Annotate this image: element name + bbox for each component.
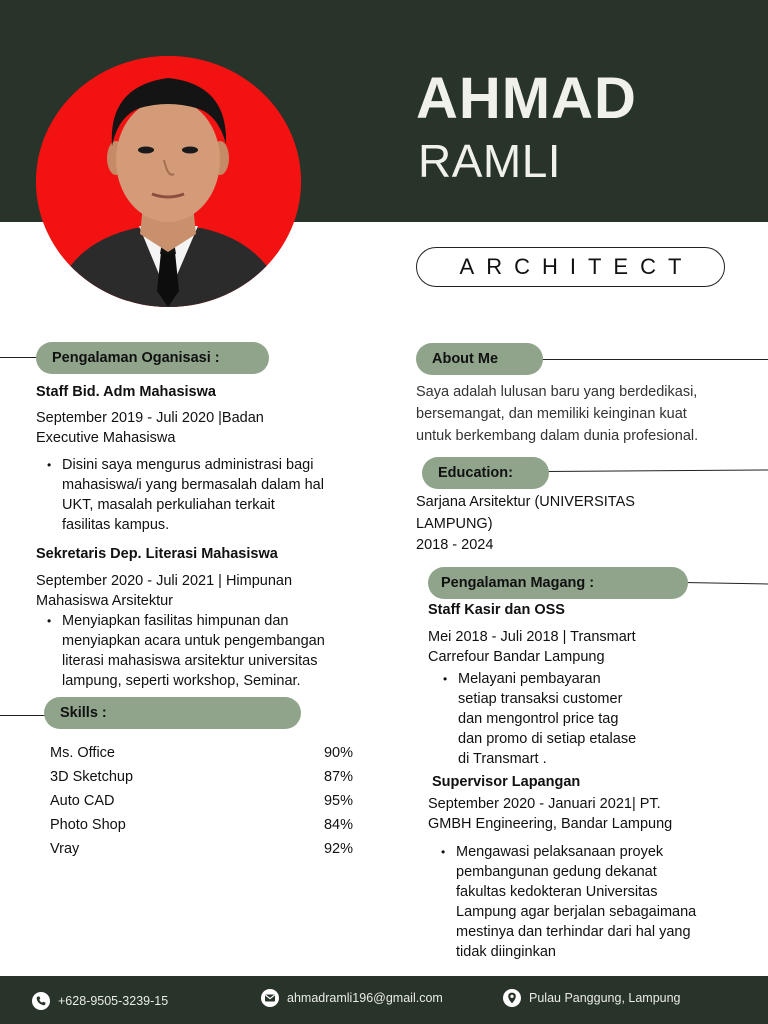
phone-icon xyxy=(32,992,50,1010)
skill-row xyxy=(50,789,353,813)
last-name: RAMLI xyxy=(418,135,562,187)
org-period-2 xyxy=(36,571,292,611)
skill-percent: 87% xyxy=(323,769,353,785)
section-line-skills xyxy=(0,715,48,716)
org-bullet-2-line-3: literasi mahasiswa arsitektur universitas xyxy=(62,653,318,669)
skill-percent: 84% xyxy=(323,817,353,833)
email-icon xyxy=(261,989,279,1007)
magang-bullets-2 xyxy=(430,842,750,962)
about-line-1: Saya adalah lulusan baru yang berdedikasi, xyxy=(416,384,698,400)
skill-name: 3D Sketchup xyxy=(50,769,134,785)
magang-bullet-2-line-2: pembangunan gedung dekanat xyxy=(456,864,657,880)
org-period-2-line-2: Mahasiswa Arsitektur xyxy=(36,593,173,609)
education-line-3: 2018 - 2024 xyxy=(416,537,494,553)
org-bullet-1-line-1: • Disini saya mengurus administrasi bagi xyxy=(62,457,314,473)
org-bullets-1 xyxy=(36,455,366,535)
section-heading-skills: Skills : xyxy=(44,697,301,729)
education-line-2: LAMPUNG) xyxy=(416,515,493,532)
about-line-3: untuk berkembang dalam dunia profesional. xyxy=(416,428,699,444)
org-bullet-1-line-3: UKT, masalah perkuliahan terkait xyxy=(62,497,275,513)
section-line-organisasi xyxy=(0,357,40,358)
skill-row xyxy=(50,741,353,765)
first-name: AHMAD xyxy=(416,66,637,131)
magang-bullet-1-line-5: di Transmart . xyxy=(458,751,547,767)
magang-bullet-2-line-4: Lampung agar berjalan sebagaimana xyxy=(456,904,697,920)
org-role-2: Sekretaris Dep. Literasi Mahasiswa xyxy=(36,546,278,562)
profile-photo xyxy=(36,56,301,307)
org-bullet-2-line-1: • Menyiapkan fasilitas himpunan dan xyxy=(62,613,289,629)
magang-bullet-2-line-6: tidak diinginkan xyxy=(456,944,556,960)
skill-name: Photo Shop xyxy=(50,817,126,833)
email-address: ahmadramli196@gmail.com xyxy=(287,991,443,1005)
section-line-magang xyxy=(684,582,768,585)
about-text xyxy=(416,381,698,447)
skill-name: Ms. Office xyxy=(50,745,115,761)
section-heading-about: About Me xyxy=(416,343,543,375)
org-bullets-2 xyxy=(36,611,376,691)
skill-row xyxy=(50,837,353,861)
skill-row xyxy=(50,765,353,789)
skill-percent: 92% xyxy=(323,841,353,857)
magang-period-1-line-1: Mei 2018 - Juli 2018 | Transmart xyxy=(428,629,636,645)
org-period-1-line-2: Executive Mahasiswa xyxy=(36,430,176,446)
magang-bullet-1 xyxy=(432,669,732,769)
section-heading-organisasi: Pengalaman Oganisasi : xyxy=(36,342,269,374)
magang-bullet-2-line-1: • Mengawasi pelaksanaan proyek xyxy=(456,844,664,860)
about-line-2: bersemangat, dan memiliki keinginan kuat xyxy=(416,406,687,422)
skill-name: Auto CAD xyxy=(50,793,115,809)
magang-bullet-1-line-4: dan promo di setiap etalase xyxy=(458,731,637,747)
skill-name: Vray xyxy=(50,841,80,857)
magang-role-2: Supervisor Lapangan xyxy=(432,774,581,790)
magang-bullet-1-line-3: dan mengontrol price tag xyxy=(458,711,619,727)
magang-bullet-2 xyxy=(430,842,750,962)
org-period-1-line-1: September 2019 - Juli 2020 |Badan xyxy=(36,410,264,426)
magang-bullets-1 xyxy=(432,669,732,769)
skill-row xyxy=(50,813,353,837)
magang-period-1-line-2: Carrefour Bandar Lampung xyxy=(428,649,605,665)
magang-period-2 xyxy=(428,794,672,834)
education-line-1: Sarjana Arsitektur (UNIVERSITAS xyxy=(416,494,635,510)
contact-footer xyxy=(0,976,768,1024)
section-line-about xyxy=(540,359,768,360)
section-heading-magang: Pengalaman Magang : xyxy=(428,567,688,599)
org-period-2-line-1: September 2020 - Juli 2021 | Himpunan xyxy=(36,573,293,589)
org-period-1 xyxy=(36,408,264,448)
section-heading-education: Education: xyxy=(422,457,549,489)
skills-list xyxy=(50,741,353,861)
magang-bullet-2-line-3: fakultas kedokteran Universitas xyxy=(456,884,658,900)
magang-period-1 xyxy=(428,627,636,667)
magang-bullet-1-line-2: setiap transaksi customer xyxy=(458,691,623,707)
magang-role-1: Staff Kasir dan OSS xyxy=(428,602,565,618)
contact-location[interactable] xyxy=(503,989,681,1007)
org-role-1: Staff Bid. Adm Mahasiswa xyxy=(36,384,216,400)
location-pin-icon xyxy=(503,989,521,1007)
contact-phone[interactable] xyxy=(32,992,168,1010)
skill-percent: 95% xyxy=(323,793,353,809)
org-bullet-1-line-2: mahasiswa/i yang bermasalah dalam hal xyxy=(62,477,324,493)
org-bullet-1 xyxy=(36,455,366,535)
magang-bullet-1-line-1: • Melayani pembayaran xyxy=(458,671,601,687)
org-bullet-2-line-4: lampung, seperti workshop, Seminar. xyxy=(62,673,301,689)
contact-email[interactable] xyxy=(261,989,443,1007)
location-text: Pulau Panggung, Lampung xyxy=(529,991,681,1005)
org-bullet-2 xyxy=(36,611,376,691)
org-bullet-1-line-4: fasilitas kampus. xyxy=(62,517,170,533)
job-title: ARCHITECT xyxy=(416,247,725,287)
magang-bullet-2-line-5: mestinya dan terhindar dari hal yang xyxy=(456,924,691,940)
education-text xyxy=(416,492,635,557)
phone-number: +628-9505-3239-15 xyxy=(58,994,169,1008)
org-bullet-2-line-2: menyiapkan acara untuk pengembangan xyxy=(62,633,325,649)
magang-period-2-line-1: September 2020 - Januari 2021| PT. xyxy=(428,796,661,812)
magang-period-2-line-2: GMBH Engineering, Bandar Lampung xyxy=(428,816,673,832)
section-line-education xyxy=(546,469,768,472)
skill-percent: 90% xyxy=(323,745,353,761)
portrait-illustration xyxy=(36,56,301,307)
